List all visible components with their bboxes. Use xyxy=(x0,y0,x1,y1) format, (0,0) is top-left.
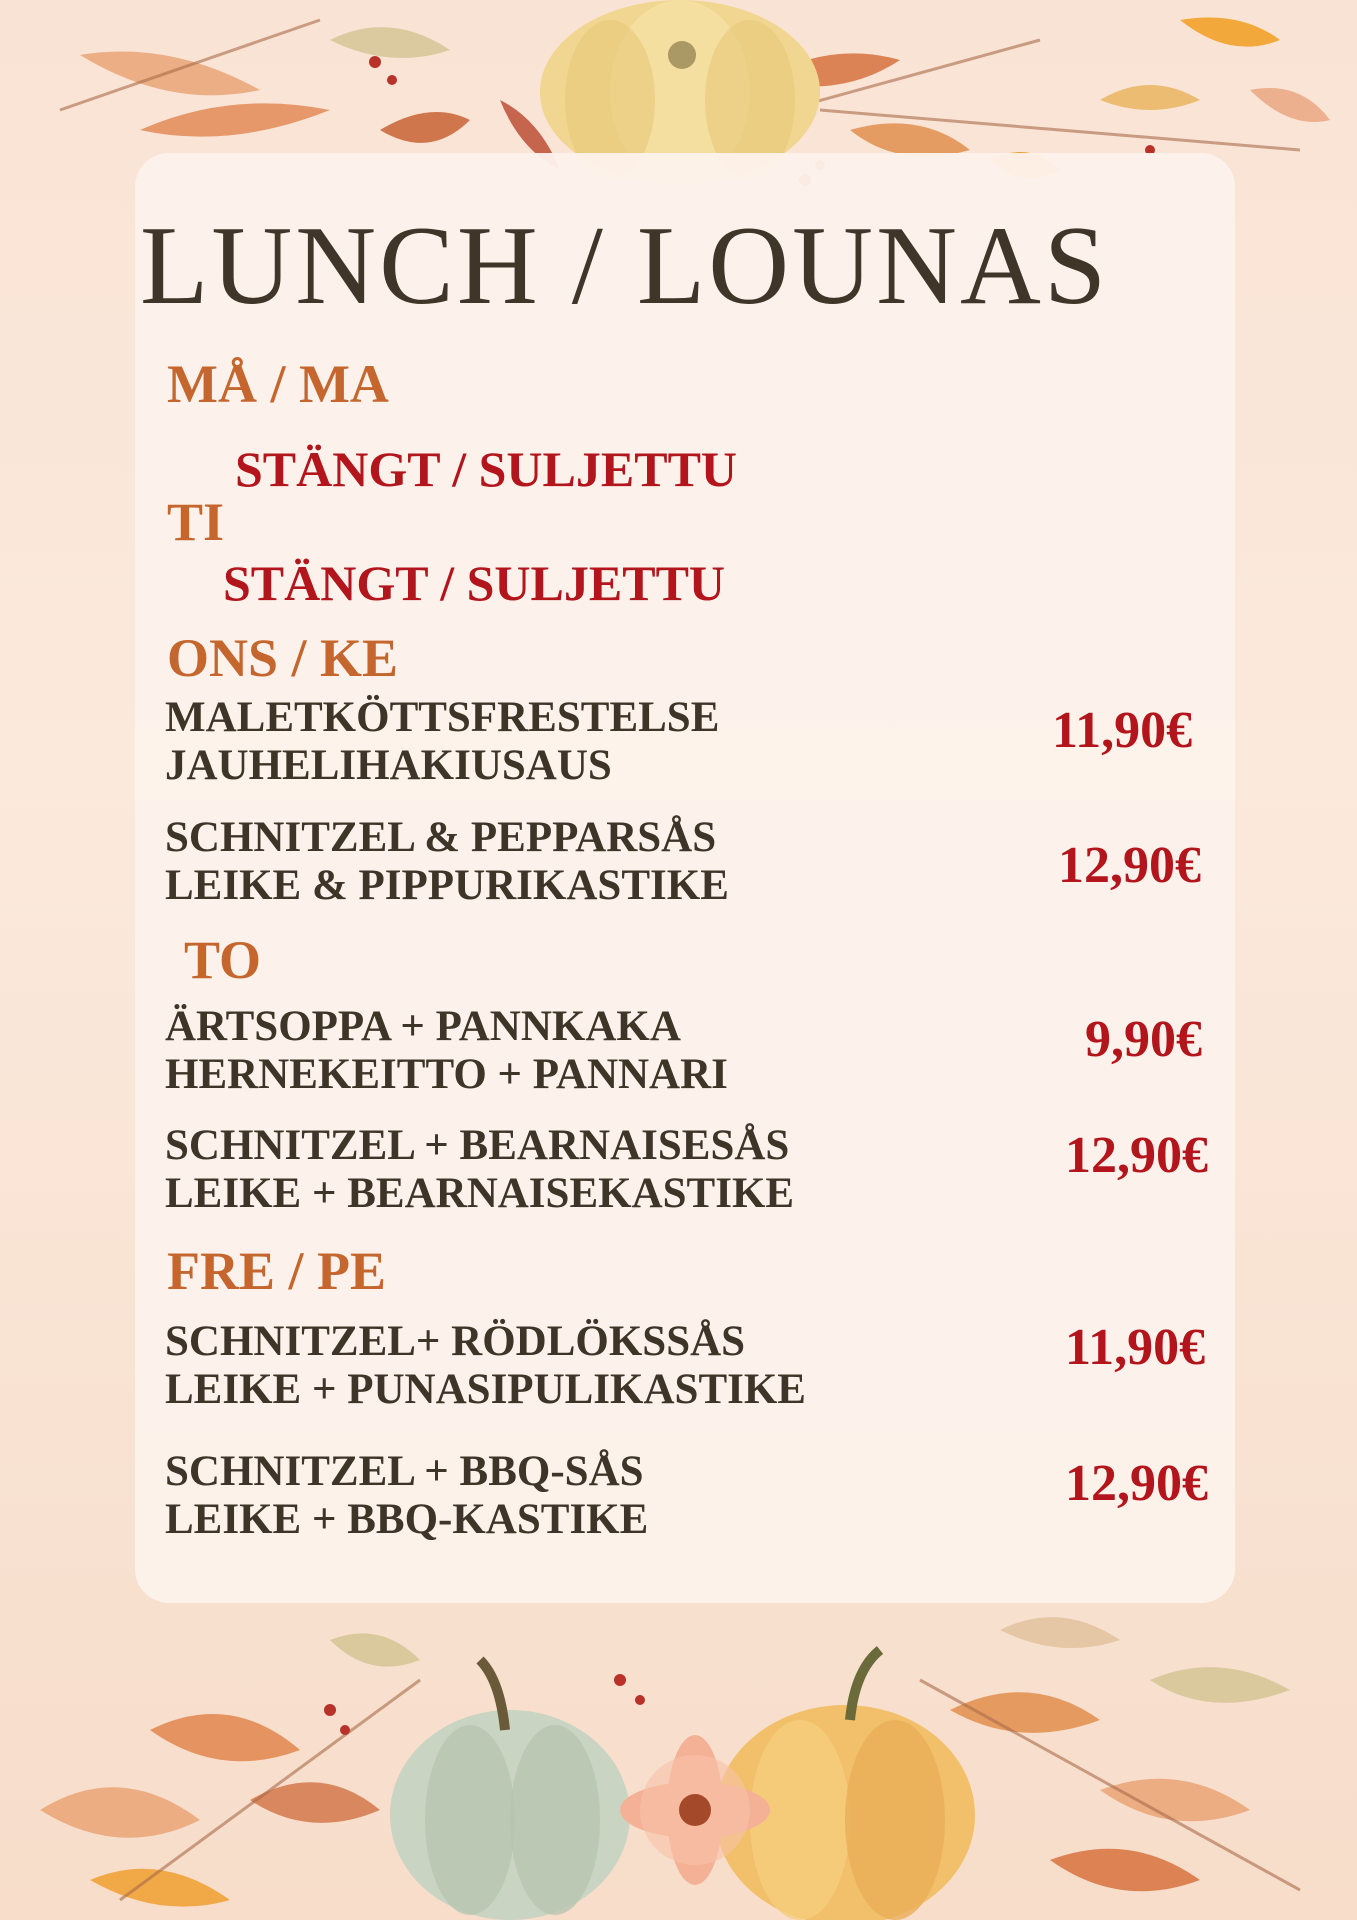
closed-notice-monday: STÄNGT / SULJETTU xyxy=(235,441,738,497)
menu-item xyxy=(165,814,729,910)
dish-name-sv: MALETKÖTTSFRESTELSE xyxy=(165,694,720,741)
dish-name-sv: SCHNITZEL + BBQ-SÅS xyxy=(165,1448,644,1495)
dish-name-sv: SCHNITZEL & PEPPARSÅS xyxy=(165,814,717,861)
dish-name-sv: SCHNITZEL+ RÖDLÖKSSÅS xyxy=(165,1318,746,1365)
dish-name-sv: SCHNITZEL + BEARNAISESÅS xyxy=(165,1122,790,1169)
dish-name-fi: JAUHELIHAKIUSAUS xyxy=(165,742,612,789)
dish-price: 11,90€ xyxy=(1065,1319,1206,1376)
dish-price: 12,90€ xyxy=(1065,1127,1208,1184)
dish-price: 12,90€ xyxy=(1065,1455,1208,1512)
dish-price: 9,90€ xyxy=(1085,1011,1202,1068)
closed-notice-tuesday: STÄNGT / SULJETTU xyxy=(223,555,726,611)
day-heading-tuesday: TI xyxy=(167,492,225,552)
bottom-autumn-decoration xyxy=(0,1560,1357,1920)
dish-name-sv: ÄRTSOPPA + PANNKAKA xyxy=(165,1003,681,1050)
day-heading-thursday: TO xyxy=(184,930,262,990)
dish-name-fi: LEIKE + BEARNAISEKASTIKE xyxy=(165,1170,795,1217)
menu-item xyxy=(165,1003,728,1099)
menu-item xyxy=(165,1122,794,1218)
dish-name-fi: HERNEKEITTO + PANNARI xyxy=(165,1051,728,1098)
day-heading-wednesday: ONS / KE xyxy=(167,628,399,688)
menu-item xyxy=(165,1318,806,1414)
day-heading-monday: MÅ / MA xyxy=(167,354,389,414)
page-title: LUNCH / LOUNAS xyxy=(140,204,1110,328)
dish-name-fi: LEIKE & PIPPURIKASTIKE xyxy=(165,862,729,909)
menu-item xyxy=(165,1448,648,1544)
dish-price: 11,90€ xyxy=(1052,702,1193,759)
day-heading-friday: FRE / PE xyxy=(167,1241,387,1301)
dish-name-fi: LEIKE + BBQ-KASTIKE xyxy=(165,1496,649,1543)
dish-price: 12,90€ xyxy=(1058,837,1201,894)
dish-name-fi: LEIKE + PUNASIPULIKASTIKE xyxy=(165,1366,806,1413)
menu-item xyxy=(165,694,719,790)
